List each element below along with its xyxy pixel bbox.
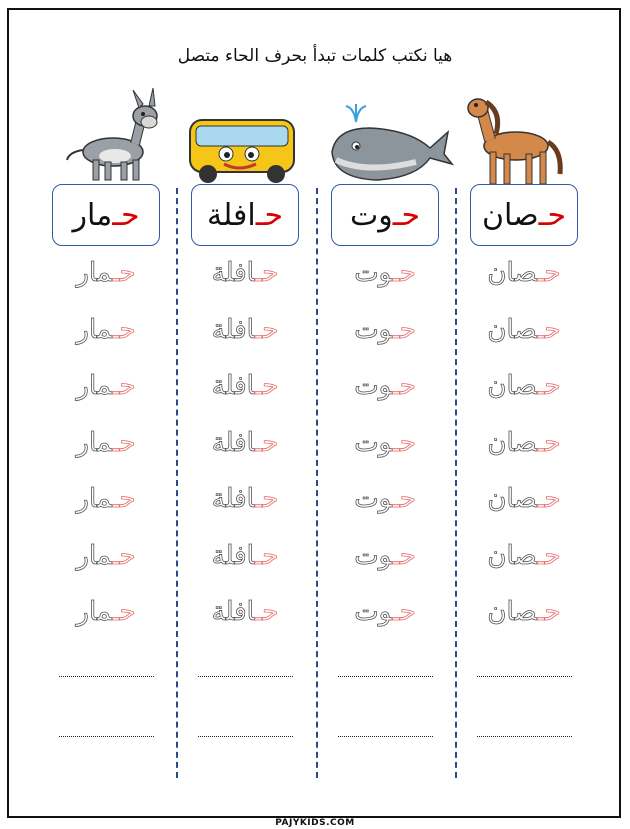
trace-word (185, 597, 305, 627)
trace-first-letter: حـ (536, 428, 561, 458)
trace-first-letter: حـ (536, 371, 561, 401)
trace-word-rest: صان (487, 258, 537, 288)
footer (0, 810, 630, 829)
trace-first-letter: حـ (254, 597, 279, 627)
trace-word-rest: صان (487, 484, 537, 514)
trace-word-rest: مار (76, 315, 112, 345)
trace-word-rest: افلة (211, 258, 255, 288)
trace-word (464, 484, 584, 514)
word-card-bus (191, 184, 299, 246)
trace-word-rest: افلة (211, 315, 255, 345)
whale-icon (326, 102, 454, 188)
trace-word (325, 371, 445, 401)
trace-word-rest: مار (76, 541, 112, 571)
trace-word (464, 315, 584, 345)
trace-word (185, 371, 305, 401)
trace-word (185, 315, 305, 345)
trace-word (464, 597, 584, 627)
trace-first-letter: حـ (111, 597, 136, 627)
word-card-donkey (52, 184, 160, 246)
trace-first-letter: حـ (254, 315, 279, 345)
writing-line[interactable] (338, 676, 433, 677)
trace-word-rest: صان (487, 428, 537, 458)
trace-word-rest: صان (487, 371, 537, 401)
trace-word (46, 597, 166, 627)
trace-word (46, 541, 166, 571)
trace-first-letter: حـ (254, 428, 279, 458)
trace-first-letter: حـ (392, 371, 416, 401)
word-rest: وت (349, 197, 393, 233)
trace-word-rest: مار (76, 371, 112, 401)
trace-first-letter: حـ (392, 258, 416, 288)
trace-first-letter: حـ (111, 484, 136, 514)
column-divider (316, 188, 318, 778)
donkey-icon (55, 86, 165, 186)
writing-line[interactable] (198, 736, 293, 737)
trace-word (464, 541, 584, 571)
word-card-whale (331, 184, 439, 246)
trace-first-letter: حـ (254, 484, 279, 514)
trace-word-rest: صان (487, 541, 537, 571)
trace-word (325, 315, 445, 345)
word-rest: صان (482, 197, 539, 233)
word-rest: افلة (206, 197, 256, 233)
trace-first-letter: حـ (111, 315, 136, 345)
trace-first-letter: حـ (392, 315, 416, 345)
first-letter: حـ (392, 197, 421, 233)
trace-word-rest: وت (354, 315, 393, 345)
trace-first-letter: حـ (111, 541, 136, 571)
trace-first-letter: حـ (111, 428, 136, 458)
trace-first-letter: حـ (254, 371, 279, 401)
trace-word (46, 258, 166, 288)
trace-word-rest: صان (487, 597, 537, 627)
trace-first-letter: حـ (536, 484, 561, 514)
trace-word-rest: مار (76, 258, 112, 288)
trace-word (325, 597, 445, 627)
trace-word-rest: مار (76, 597, 112, 627)
trace-word-rest: افلة (211, 371, 255, 401)
writing-line[interactable] (59, 736, 154, 737)
writing-line[interactable] (477, 676, 572, 677)
trace-first-letter: حـ (392, 597, 416, 627)
trace-word (325, 428, 445, 458)
trace-word-rest: افلة (211, 541, 255, 571)
trace-word (46, 428, 166, 458)
trace-first-letter: حـ (536, 541, 561, 571)
first-letter: حـ (538, 197, 566, 233)
column-divider (176, 188, 178, 778)
trace-word-rest: وت (354, 541, 393, 571)
trace-first-letter: حـ (392, 541, 416, 571)
writing-line[interactable] (477, 736, 572, 737)
word-card-horse (470, 184, 578, 246)
trace-first-letter: حـ (536, 258, 561, 288)
column-divider (455, 188, 457, 778)
trace-first-letter: حـ (392, 428, 416, 458)
word-rest: مار (72, 197, 113, 233)
trace-word-rest: صان (487, 315, 537, 345)
trace-word (185, 258, 305, 288)
trace-word (464, 371, 584, 401)
trace-first-letter: حـ (536, 597, 561, 627)
trace-word-rest: افلة (211, 428, 255, 458)
trace-word (185, 428, 305, 458)
trace-word (325, 484, 445, 514)
trace-word (464, 428, 584, 458)
trace-word (185, 484, 305, 514)
trace-word-rest: افلة (211, 597, 255, 627)
footer-brand: PAJYKIDS.COM (269, 818, 361, 828)
trace-word (46, 315, 166, 345)
trace-word (325, 258, 445, 288)
first-letter: حـ (255, 197, 284, 233)
trace-first-letter: حـ (536, 315, 561, 345)
page-title: هيا نكتب كلمات تبدأ بحرف الحاء متصل (177, 46, 453, 66)
trace-word (185, 541, 305, 571)
trace-first-letter: حـ (254, 541, 279, 571)
trace-first-letter: حـ (111, 371, 136, 401)
bus-icon (186, 112, 298, 186)
trace-word (464, 258, 584, 288)
trace-first-letter: حـ (392, 484, 416, 514)
trace-first-letter: حـ (111, 258, 136, 288)
trace-word (46, 371, 166, 401)
trace-first-letter: حـ (254, 258, 279, 288)
horse-icon (462, 90, 566, 190)
trace-word-rest: وت (354, 597, 393, 627)
trace-word-rest: مار (76, 484, 112, 514)
writing-line[interactable] (198, 676, 293, 677)
trace-word-rest: وت (354, 258, 393, 288)
trace-word (46, 484, 166, 514)
first-letter: حـ (112, 197, 140, 233)
trace-word-rest: وت (354, 428, 393, 458)
trace-word-rest: افلة (211, 484, 255, 514)
writing-line[interactable] (338, 736, 433, 737)
trace-word-rest: مار (76, 428, 112, 458)
trace-word (325, 541, 445, 571)
trace-word-rest: وت (354, 484, 393, 514)
writing-line[interactable] (59, 676, 154, 677)
trace-word-rest: وت (354, 371, 393, 401)
